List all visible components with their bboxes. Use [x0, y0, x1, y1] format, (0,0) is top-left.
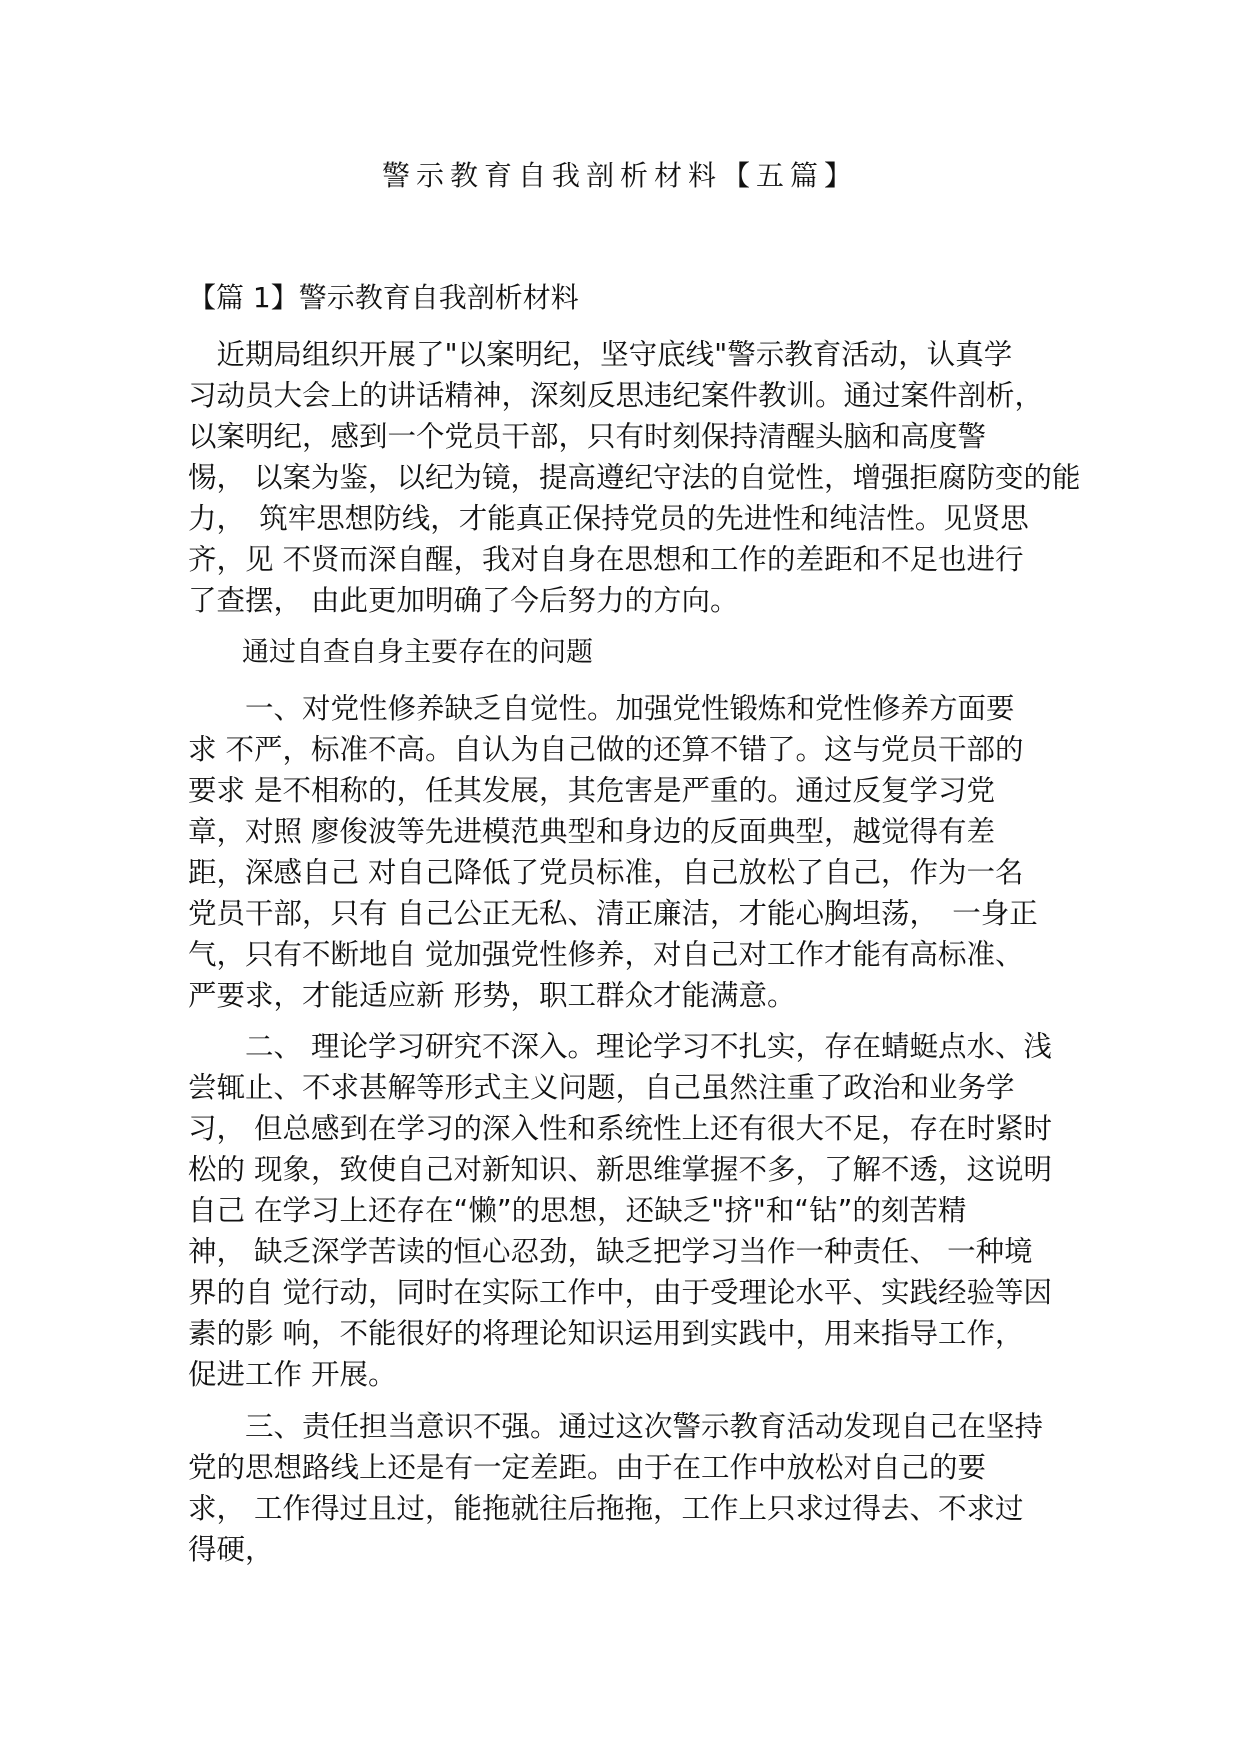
paragraph-line: 力， 筑牢思想防线，才能真正保持党员的先进性和纯洁性。见贤思 — [188, 502, 1029, 535]
paragraph-line: 严要求，才能适应新 形势，职工群众才能满意。 — [188, 979, 796, 1012]
paragraph-line: 习， 但总感到在学习的深入性和系统性上还有很大不足，存在时紧时 — [188, 1112, 1053, 1145]
paragraph-line: 党员干部，只有 自己公正无私、清正廉洁，才能心胸坦荡， 一身正 — [188, 897, 1038, 930]
paragraph-line: 章，对照 廖俊波等先进模范典型和身边的反面典型，越觉得有差 — [188, 815, 996, 848]
paragraph-line: 气，只有不断地自 觉加强党性修养，对自己对工作才能有高标准、 — [188, 938, 1024, 971]
problem-2-paragraph — [188, 1026, 1058, 1395]
intro-paragraph — [188, 334, 1081, 621]
paragraph-line: 促进工作 开展。 — [188, 1358, 397, 1391]
problems-subheading-block — [188, 632, 1058, 673]
paragraph-line: 素的影 响，不能很好的将理论知识运用到实践中，用来指导工作， — [188, 1317, 1024, 1350]
paragraph-line: 习动员大会上的讲话精神，深刻反思违纪案件教训。通过案件剖析， — [188, 379, 1044, 412]
problem-3-paragraph — [188, 1406, 1058, 1570]
paragraph-line: 神， 缺乏深学苦读的恒心忍劲，缺乏把学习当作一种责任、 一种境 — [188, 1235, 1033, 1268]
paragraph-line: 三、责任担当意识不强。通过这次警示教育活动发现自己在坚持 — [188, 1410, 1044, 1443]
paragraph-line: 二、 理论学习研究不深入。理论学习不扎实，存在蜻蜓点水、浅 — [188, 1030, 1053, 1063]
paragraph-line: 一、对党性修养缺乏自觉性。加强党性锻炼和党性修养方面要 — [188, 692, 1015, 725]
document-title: 警示教育自我剖析材料【五篇】 — [381, 159, 858, 192]
paragraph-line: 要求 是不相称的，任其发展，其危害是严重的。通过反复学习党 — [188, 774, 996, 807]
paragraph-line: 求， 工作得过且过，能拖就往后拖拖，工作上只求过得去、不求过 — [188, 1492, 1024, 1525]
paragraph-line: 距，深感自己 对自己降低了党员标准，自己放松了自己，作为一名 — [188, 856, 1024, 889]
problems-subheading: 通过自查自身主要存在的问题 — [188, 637, 593, 668]
paragraph-line: 惕， 以案为鉴，以纪为镜，提高遵纪守法的自觉性，增强拒腐防变的能 — [188, 461, 1081, 494]
section-heading: 【篇 1】警示教育自我剖析材料 — [188, 281, 579, 314]
paragraph-line: 党的思想路线上还是有一定差距。由于在工作中放松对自己的要 — [188, 1451, 987, 1484]
paragraph-line: 界的自 觉行动，同时在实际工作中，由于受理论水平、实践经验等因 — [188, 1276, 1053, 1309]
paragraph-line: 求 不严，标准不高。自认为自己做的还算不错了。这与党员干部的 — [188, 733, 1024, 766]
paragraph-line: 尝辄止、不求甚解等形式主义问题，自己虽然注重了政治和业务学 — [188, 1071, 1015, 1104]
problem-1-paragraph — [188, 688, 1058, 1016]
paragraph-line: 近期局组织开展了"以案明纪，坚守底线"警示教育活动，认真学 — [188, 338, 1013, 371]
paragraph-line: 了查摆， 由此更加明确了今后努力的方向。 — [188, 584, 739, 617]
paragraph-line: 自己 在学习上还存在“懒”的思想，还缺乏"挤"和“钻”的刻苦精 — [188, 1194, 967, 1227]
paragraph-line: 松的 现象，致使自己对新知识、新思维掌握不多，了解不透，这说明 — [188, 1153, 1053, 1186]
paragraph-line: 以案明纪，感到一个党员干部，只有时刻保持清醒头脑和高度警 — [188, 420, 987, 453]
paragraph-line: 齐，见 不贤而深自醒，我对自身在思想和工作的差距和不足也进行 — [188, 543, 1024, 576]
paragraph-line: 得硬， — [188, 1533, 274, 1566]
